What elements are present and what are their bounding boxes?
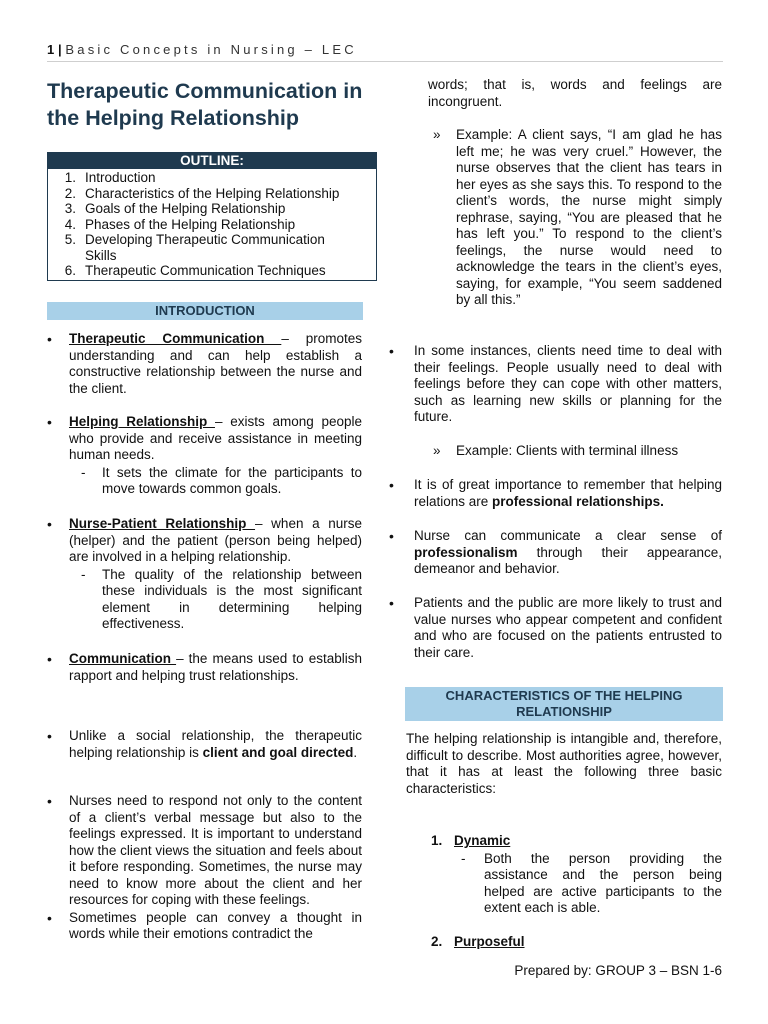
characteristic-dynamic: [406, 833, 722, 917]
bullet-clients-need-time: • In some instances, clients need time to deal with their feelings. People usually need to deal with feelings before they can cope with other matters, such as learning new skills or planning for the future.: [389, 343, 722, 426]
header-separator: |: [58, 42, 62, 57]
bullet-convey-thought: • Sometimes people can convey a thought in words while their emotions contradict the: [47, 910, 362, 943]
bullet-communication: • Communication – the means used to establish rapport and helping trust relationships.: [47, 651, 362, 684]
footer-prepared-by: Prepared by: GROUP 3 – BSN 1-6: [514, 963, 722, 978]
outline-heading: OUTLINE:: [48, 153, 376, 169]
characteristics-heading: CHARACTERISTICS OF THE HELPING RELATIONSHIP: [405, 687, 723, 721]
bullet-helping-relationship: • Helping Relationship – exists among people who provide and receive assistance in meeting human needs.: [47, 414, 362, 464]
introduction-heading: INTRODUCTION: [47, 302, 363, 320]
right-b11: [389, 595, 722, 661]
characteristic-purposeful: [406, 934, 722, 951]
document-title: Therapeutic Communication in the Helping Relationship: [47, 79, 363, 130]
outline-item: 6. Therapeutic Communication Techniques: [64, 263, 326, 278]
left-column: [47, 331, 362, 397]
bullet-social-relationship: • Unlike a social relationship, the therapeutic helping relationship is client and goal directed.: [47, 728, 362, 761]
outline-box: [47, 152, 377, 281]
sub-item: - Both the person providing the assistance and the person being helped are active participants to the extent each is able.: [406, 851, 722, 917]
left-column-b4: [47, 651, 362, 684]
right-column: [406, 77, 722, 110]
right-bullets: [389, 343, 722, 426]
bullet-professionalism: • Nurse can communicate a clear sense of professionalism through their appearance, demeanor and behavior.: [389, 528, 722, 578]
bullet-trust-value: • Patients and the public are more likely to trust and value nurses who appear competent and confident and who are focused on the patients entrusted to their care.: [389, 595, 722, 661]
bullet-therapeutic-communication: • Therapeutic Communication – promotes understanding and can help establish a constructive relationship between the nurse and the client.: [47, 331, 362, 397]
numbered-heading: 2. Purposeful: [431, 934, 525, 949]
right-b10: [389, 528, 722, 578]
outline-item: 2. Characteristics of the Helping Relationship: [64, 185, 340, 201]
outline-item: 5. Developing Therapeutic Communication Skills: [64, 232, 325, 263]
continued-text: words; that is, words and feelings are incongruent.: [428, 77, 722, 109]
left-column-b5: [47, 728, 362, 761]
characteristics-paragraph-wrap: [406, 731, 722, 797]
right-example-1: [406, 127, 722, 309]
example-client-says: » Example: A client says, “I am glad he has left me; he was very cruel.” However, the nurse observes that the client has tears in her eyes as she says this. To respond to the client’s words, the nurse might simply rephrase, saying, “You are pleased that he has left you.” To respond to the client’s feelings, the nurse would need to acknowledge the tears in the client’s eyes, saying, for example, “You seem saddened by all this.”: [406, 127, 722, 309]
outline-item: 4. Phases of the Helping Relationship: [64, 216, 296, 232]
page-number: 1: [47, 42, 55, 57]
right-b9: [389, 477, 722, 510]
left-column-b6: [47, 793, 362, 943]
bullet-professional-relationships: • It is of great importance to remember that helping relations are professional relationships.: [389, 477, 722, 510]
sub-item: - It sets the climate for the participants to move towards common goals.: [47, 465, 362, 498]
bullet-nurse-patient-relationship: • Nurse-Patient Relationship – when a nurse (helper) and the patient (person being helped) are involved in a helping relationship.: [47, 516, 362, 566]
outline-item: 3. Goals of the Helping Relationship: [64, 201, 286, 216]
left-column-b2: [47, 414, 362, 498]
page-header: [47, 42, 723, 62]
header-title: Basic Concepts in Nursing – LEC: [65, 42, 357, 57]
example-terminal-illness: » Example: Clients with terminal illness: [406, 443, 722, 460]
outline-list: [48, 169, 376, 280]
sub-item: - The quality of the relationship between these individuals is the most significant element in determining helping effectiveness.: [47, 567, 362, 633]
characteristics-paragraph: The helping relationship is intangible and, therefore, difficult to describe. Most authorities agree, however, that it has at least the following three basic characteristics:: [406, 731, 722, 796]
bullet-respond-content: • Nurses need to respond not only to the content of a client’s verbal message but also to the feelings expressed. It is important to understand how the client views the situation and feels about it before responding. Sometimes, the nurse may need to know more about the client and her resources for coping with these feelings.: [47, 793, 362, 909]
outline-item: 1. Introduction: [64, 170, 156, 185]
numbered-heading: 1. Dynamic: [431, 833, 511, 848]
right-example-2: [406, 443, 722, 460]
left-column-b3: [47, 516, 362, 633]
